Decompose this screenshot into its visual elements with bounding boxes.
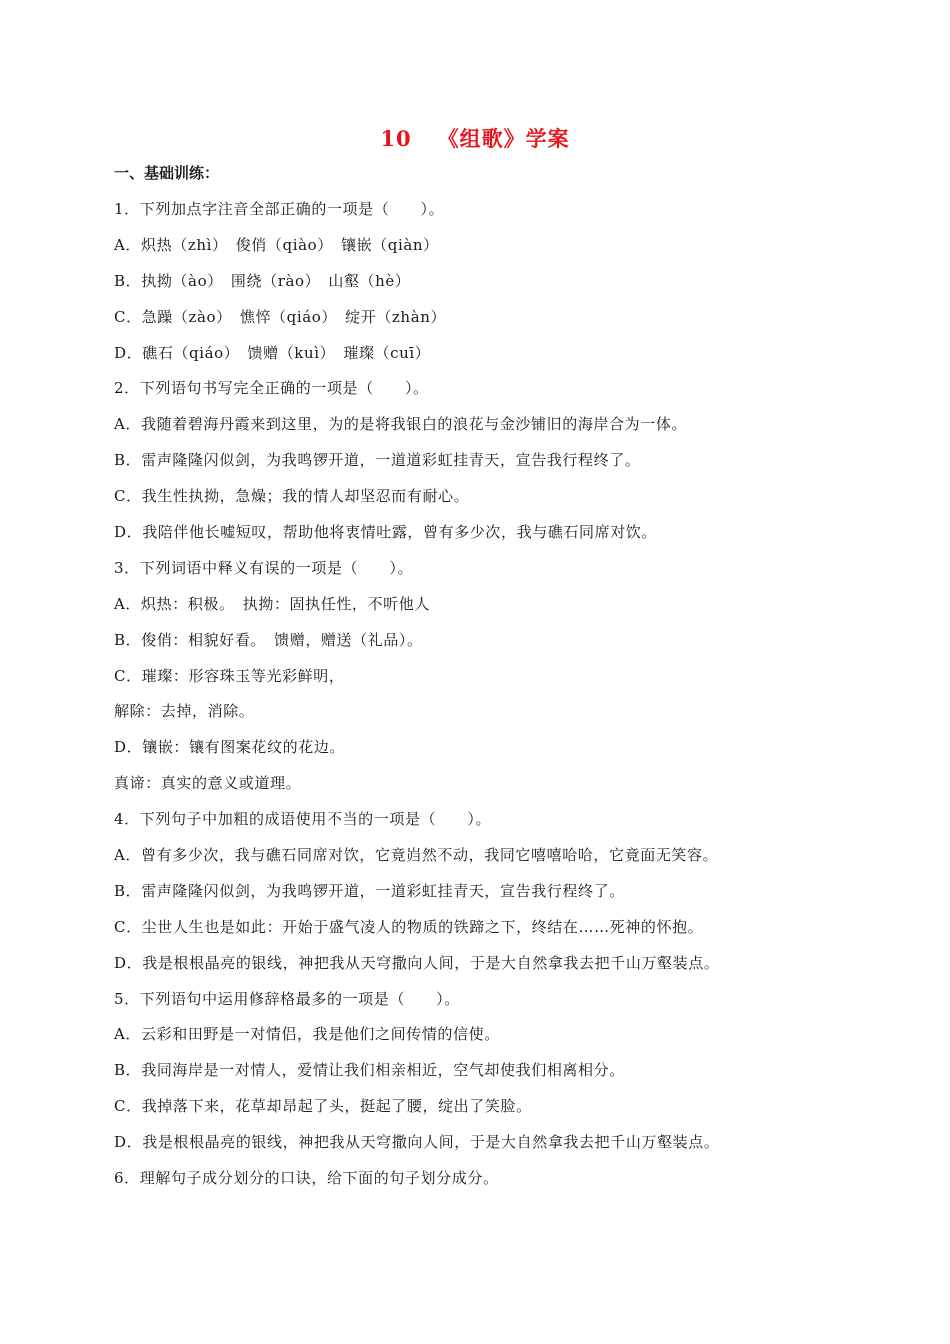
option-line: D．礁石（qiáo） 馈赠（kuì） 璀璨（cuī） [114, 343, 431, 362]
option-line: D．我是根根晶亮的银线，神把我从天穹撒向人间，于是大自然拿我去把千山万壑装点。 [114, 1133, 720, 1152]
option-line: A．我随着碧海丹霞来到这里，为的是将我银白的浪花与金沙铺旧的海岸合为一体。 [114, 415, 688, 434]
question-line: 6．理解句子成分划分的口诀，给下面的句子划分成分。 [114, 1169, 499, 1188]
option-line: A．炽热（zhì） 俊俏（qiào） 镶嵌（qiàn） [114, 235, 439, 254]
option-line: C．尘世人生也是如此：开始于盛气凌人的物质的铁蹄之下，终结在……死神的怀抱。 [114, 917, 704, 936]
question-line: 1．下列加点字注音全部正确的一项是（ ）。 [114, 200, 445, 218]
option-line: B．我同海岸是一对情人，爱情让我们相亲相近，空气却使我们相离相分。 [114, 1061, 625, 1080]
option-line: A．云彩和田野是一对情侣，我是他们之间传情的信使。 [114, 1025, 500, 1044]
option-line: B．俊俏：相貌好看。 馈赠，赠送（礼品）。 [114, 630, 423, 649]
question-line: 4．下列句子中加粗的成语使用不当的一项是（ ）。 [114, 810, 492, 829]
option-line: B．雷声隆隆闪似剑，为我鸣锣开道，一道彩虹挂青天，宣告我行程终了。 [114, 881, 625, 900]
question-line: 3．下列词语中释义有误的一项是（ ）。 [114, 558, 414, 577]
question-line: 2．下列语句书写完全正确的一项是（ ）。 [114, 379, 429, 398]
question-list [114, 197, 834, 1202]
option-line: D．我是根根晶亮的银线，神把我从天穹撒向人间，于是大自然拿我去把千山万壑装点。 [114, 953, 720, 972]
option-line: C．我生性执拗，急燥；我的情人却坚忍而有耐心。 [114, 487, 470, 506]
option-line: A．曾有多少次，我与礁石同席对饮，它竟岿然不动，我同它嘻嘻哈哈，它竟面无笑容。 [114, 846, 719, 865]
option-line: D．我陪伴他长嘘短叹，帮助他将衷情吐露，曾有多少次，我与礁石同席对饮。 [114, 523, 658, 542]
option-line: 解除：去掉，消除。 [114, 702, 255, 721]
option-line: C．我掉落下来，花草却昂起了头，挺起了腰，绽出了笑脸。 [114, 1097, 532, 1116]
option-line: B．执拗（ào） 围绕（rào） 山壑（hè） [114, 271, 411, 290]
option-line: C．璀璨：形容珠玉等光彩鲜明， [114, 666, 345, 685]
option-line: C．急躁（zào） 憔悴（qiáo） 绽开（zhàn） [114, 307, 447, 326]
option-line: 真谛：真实的意义或道理。 [114, 774, 302, 793]
option-line: A．炽热：积极。 执拗：固执任性，不听他人 [114, 594, 430, 613]
option-line: B．雷声隆隆闪似剑，为我鸣锣开道，一道道彩虹挂青天，宣告我行程终了。 [114, 451, 641, 470]
lesson-title: 《组歌》学案 [437, 126, 570, 151]
page-title [0, 123, 950, 153]
question-line: 5．下列语句中运用修辞格最多的一项是（ ）。 [114, 989, 460, 1008]
section-heading: 一、基础训练： [114, 164, 220, 182]
option-line: D．镶嵌：镶有图案花纹的花边。 [114, 738, 346, 757]
lesson-number: 10 [380, 126, 412, 151]
